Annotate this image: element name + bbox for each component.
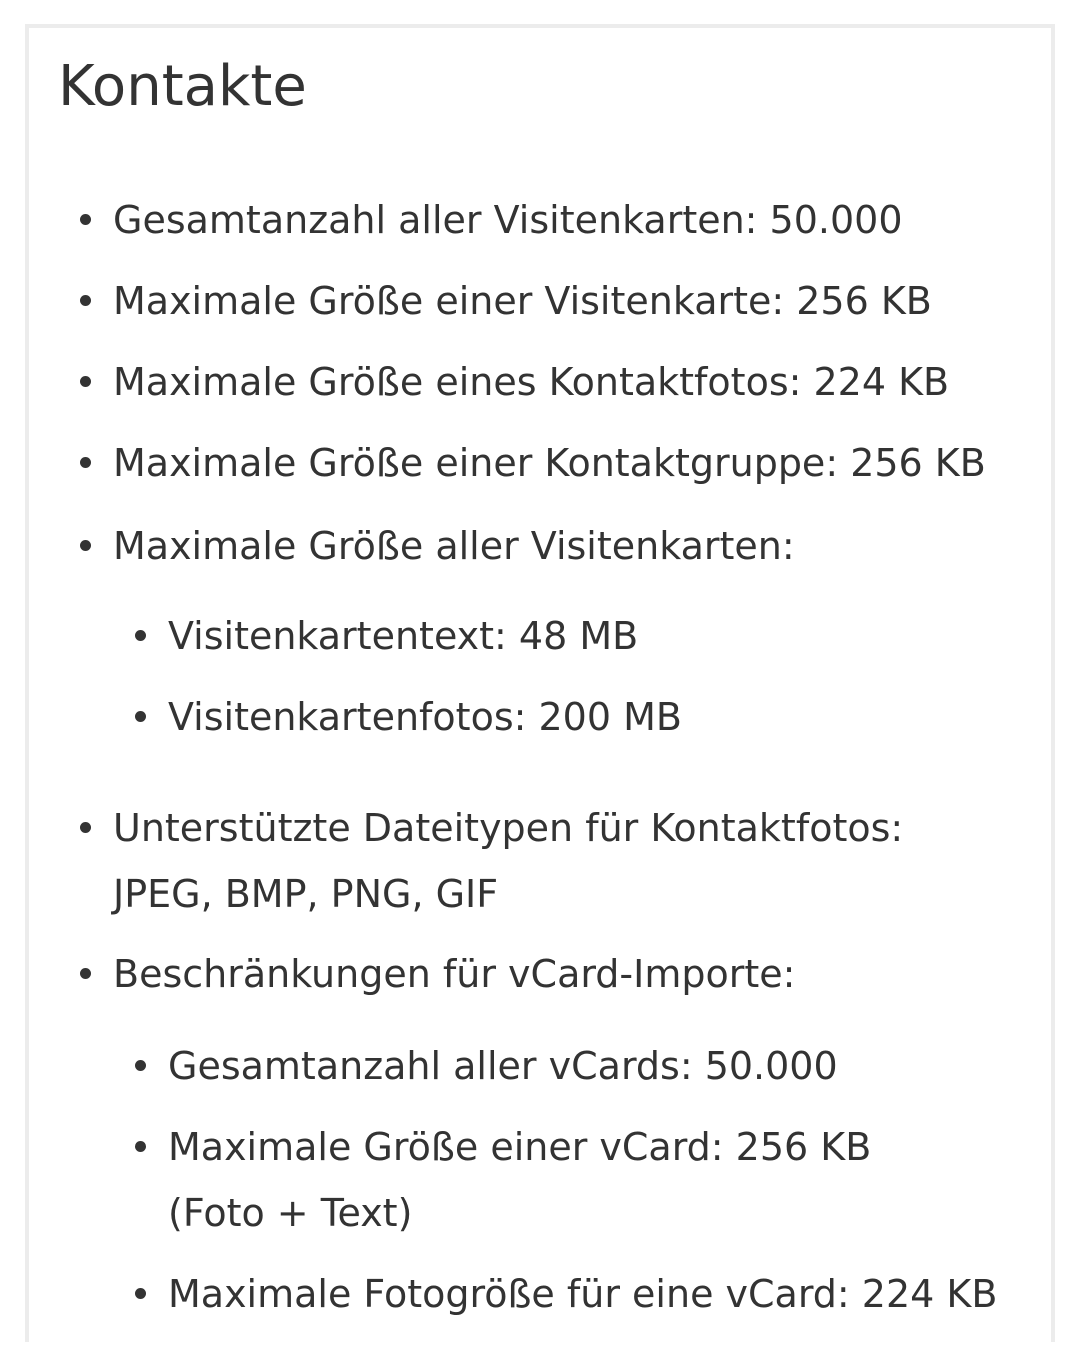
list-item: Beschränkungen für vCard-Importe:: [113, 941, 795, 1007]
list-item: Visitenkartentext: 48 MB: [168, 603, 638, 669]
list-item: Unterstützte Dateitypen für Kontaktfotos: JPEG, BMP, PNG, GIF: [113, 795, 973, 927]
list-item: Maximale Größe einer Visitenkarte: 256 KB: [113, 268, 932, 334]
list-item: Maximale Größe einer vCard: 256 KB (Foto + Text): [168, 1114, 928, 1246]
list-item: Gesamtanzahl aller vCards: 50.000: [168, 1033, 838, 1099]
list-item: Maximale Größe aller Visitenkarten:: [113, 513, 795, 579]
list-item: Visitenkartenfotos: 200 MB: [168, 684, 682, 750]
list-item: Maximale Fotogröße für eine vCard: 224 KB: [168, 1261, 997, 1327]
list-item: Maximale Größe einer Kontaktgruppe: 256 KB: [113, 430, 986, 496]
content-card: [25, 24, 1055, 1342]
page-title: Kontakte: [58, 54, 307, 119]
list-item: Gesamtanzahl aller Visitenkarten: 50.000: [113, 187, 903, 253]
list-item: Maximale Größe eines Kontaktfotos: 224 KB: [113, 349, 949, 415]
